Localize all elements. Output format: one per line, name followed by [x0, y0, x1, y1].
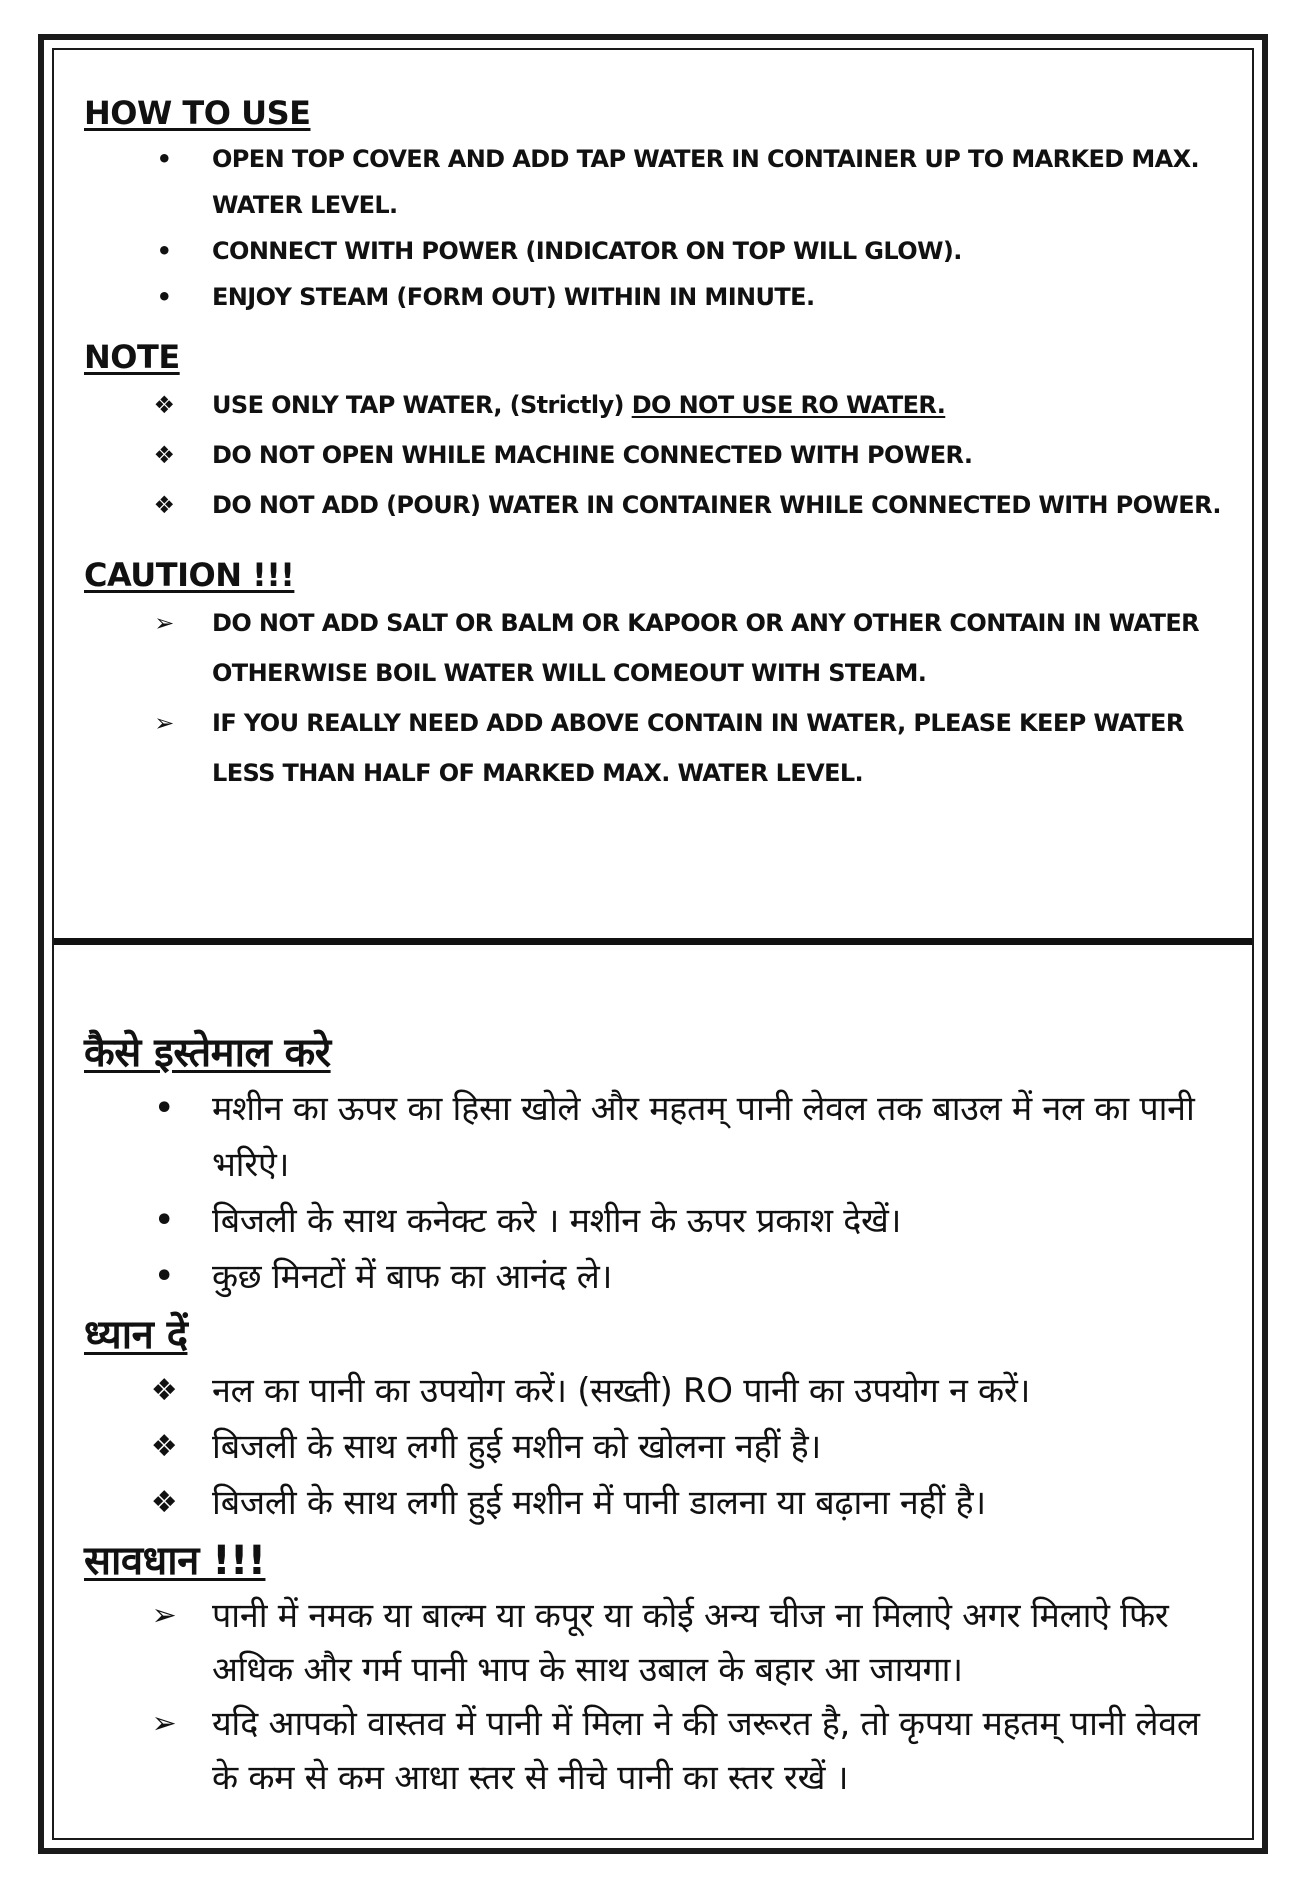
item-text: ENJOY STEAM (FORM OUT) WITHIN IN MINUTE. — [212, 283, 815, 311]
arrow-icon: ➢ — [151, 1598, 177, 1633]
note-heading: NOTE — [84, 338, 180, 376]
bullet-icon: • — [154, 1259, 174, 1294]
item-text: DO NOT ADD (POUR) WATER IN CONTAINER WHILE CONNECTED WITH POWER. — [212, 491, 1221, 519]
diamond-icon: ❖ — [153, 391, 175, 419]
item-text: नल का पानी का उपयोग करें। (सख्ती) RO पानी का उपयोग न करें। — [212, 1371, 1031, 1411]
item-text: बिजली के साथ कनेक्ट करे । मशीन के ऊपर प्रकाश देखें। — [212, 1201, 902, 1241]
bullet-icon: • — [156, 283, 172, 311]
diamond-icon: ❖ — [153, 491, 175, 519]
hindi-caution-heading: सावधान !!! — [84, 1538, 266, 1584]
list-item — [84, 1249, 1232, 1305]
item-text: मशीन का ऊपर का हिसा खोले और महतम् पानी लेवल तक बाउल में नल का पानी भरिऐ। — [212, 1089, 1195, 1185]
item-text: बिजली के साथ लगी हुई मशीन को खोलना नहीं है। — [212, 1427, 822, 1467]
arrow-icon: ➢ — [154, 609, 174, 637]
note-list — [84, 380, 1232, 530]
hindi-caution-list — [84, 1589, 1232, 1805]
inner-frame — [52, 48, 1254, 1840]
caution-heading: CAUTION !!! — [84, 556, 295, 594]
hindi-section — [84, 1025, 1232, 1805]
diamond-icon: ❖ — [150, 1429, 178, 1464]
item-text-prefix: USE ONLY TAP WATER, (Strictly) — [212, 391, 632, 419]
item-text: DO NOT ADD SALT OR BALM OR KAPOOR OR ANY OTHER CONTAIN IN WATER OTHERWISE BOIL WATER WILL COMEOUT WITH STEAM. — [212, 609, 1200, 687]
hindi-how-to-use-heading: कैसे इस्तेमाल करे — [84, 1030, 331, 1076]
item-text: DO NOT OPEN WHILE MACHINE CONNECTED WITH POWER. — [212, 441, 973, 469]
diamond-icon: ❖ — [153, 441, 175, 469]
bullet-icon: • — [154, 1203, 174, 1238]
diamond-icon: ❖ — [150, 1373, 178, 1408]
list-item — [84, 1697, 1232, 1805]
list-item — [84, 1419, 1232, 1475]
item-text: यदि आपको वास्तव में पानी में मिला ने की जरूरत है, तो कृपया महतम् पानी लेवल के कम से कम आधा स्तर से नीचे पानी का स्तर रखें । — [212, 1704, 1200, 1798]
list-item — [84, 698, 1232, 798]
list-item — [84, 380, 1232, 430]
bullet-icon: • — [156, 145, 172, 173]
item-text-underlined: DO NOT USE RO WATER. — [631, 391, 946, 419]
list-item — [84, 1475, 1232, 1531]
hindi-note-heading: ध्यान दें — [84, 1312, 188, 1358]
list-item — [84, 136, 1232, 228]
list-item — [84, 274, 1232, 320]
arrow-icon: ➢ — [154, 709, 174, 737]
item-text: OPEN TOP COVER AND ADD TAP WATER IN CONTAINER UP TO MARKED MAX. WATER LEVEL. — [212, 145, 1200, 219]
list-item — [84, 1589, 1232, 1697]
arrow-icon: ➢ — [151, 1706, 177, 1741]
item-text: बिजली के साथ लगी हुई मशीन में पानी डालना या बढ़ाना नहीं है। — [212, 1483, 986, 1523]
list-item — [84, 1193, 1232, 1249]
hindi-how-to-use-list — [84, 1081, 1232, 1305]
item-text: पानी में नमक या बाल्म या कपूर या कोई अन्य चीज ना मिलाऐ अगर मिलाऐ फिर अधिक और गर्म पानी भाप के साथ उबाल के बहार आ जायगा। — [212, 1596, 1169, 1690]
caution-list — [84, 598, 1232, 798]
hindi-note-list — [84, 1363, 1232, 1531]
item-text: CONNECT WITH POWER (INDICATOR ON TOP WILL GLOW). — [212, 237, 962, 265]
how-to-use-heading: HOW TO USE — [84, 94, 311, 132]
section-divider — [54, 938, 1252, 945]
list-item — [84, 1363, 1232, 1419]
item-text: IF YOU REALLY NEED ADD ABOVE CONTAIN IN WATER, PLEASE KEEP WATER LESS THAN HALF OF MARKED MAX. WATER LEVEL. — [212, 709, 1184, 787]
list-item — [84, 480, 1232, 530]
list-item — [84, 430, 1232, 480]
list-item — [84, 1081, 1232, 1193]
how-to-use-list — [84, 136, 1232, 320]
bullet-icon: • — [156, 237, 172, 265]
list-item — [84, 228, 1232, 274]
outer-frame — [38, 34, 1268, 1854]
english-section — [84, 90, 1232, 798]
list-item — [84, 598, 1232, 698]
item-text: कुछ मिनटों में बाफ का आनंद ले। — [212, 1257, 613, 1297]
bullet-icon: • — [154, 1091, 174, 1126]
diamond-icon: ❖ — [150, 1485, 178, 1520]
